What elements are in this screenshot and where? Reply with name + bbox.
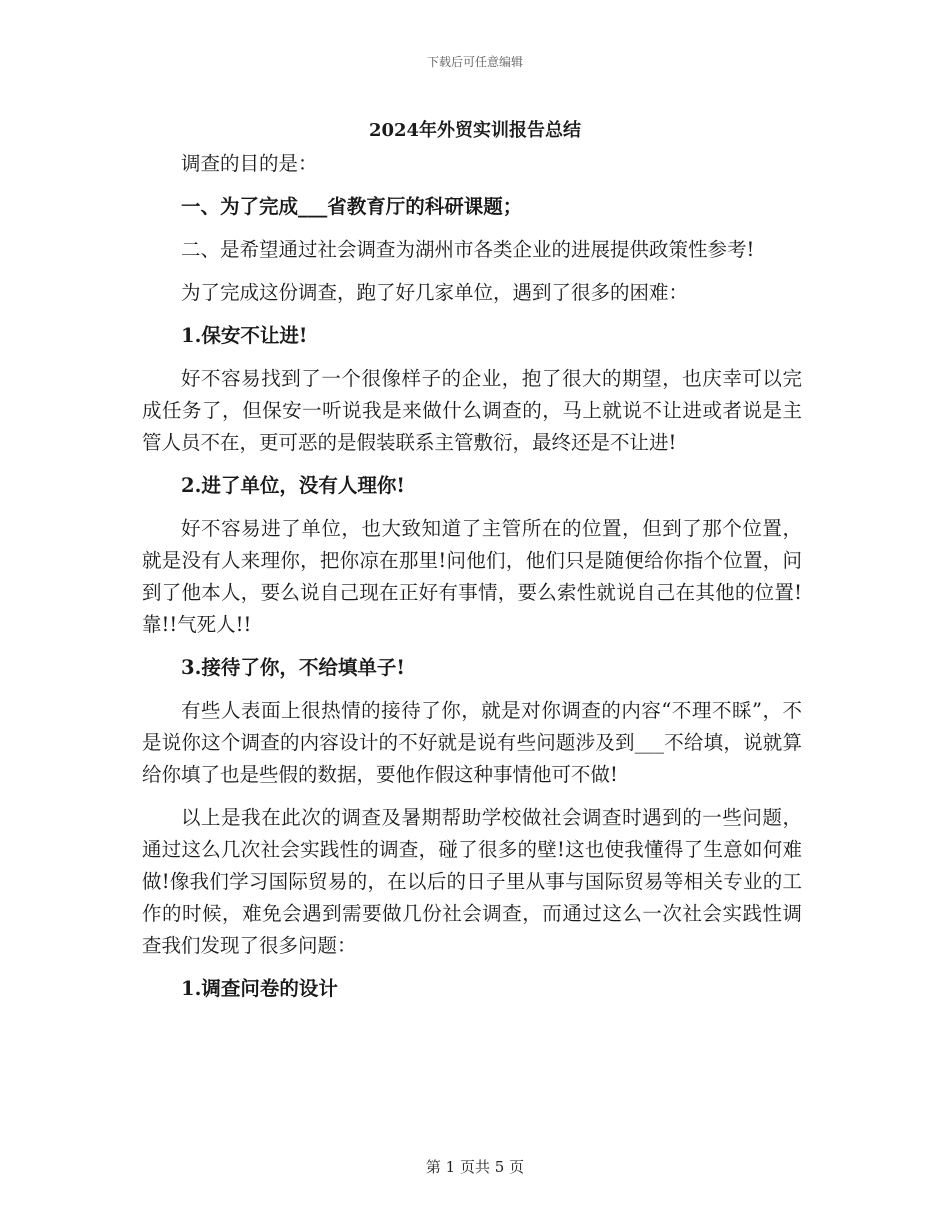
document-body [142, 148, 802, 1016]
paragraph: 调查的目的是： [181, 152, 318, 175]
paragraph: 好不容易找到了一个很像样子的企业，抱了很大的期望，也庆幸可以完成任务了，但保安一听说我是来做什么调查的，马上就说不让进或者说是主管人员不在，更可恶的是假装联系主管敷衍，最终还是不让进! [142, 367, 802, 454]
document-title: 2024年外贸实训报告总结 [368, 120, 582, 141]
paragraph-heading: 2.进了单位，没有人理你! [181, 474, 405, 497]
page-footer: 第 1 页共 5 页 [425, 1158, 525, 1176]
paragraph-heading: 一、为了完成___省教育厅的科研课题； [181, 195, 523, 218]
paragraph: 为了完成这份调查，跑了好几家单位，遇到了很多的困难： [181, 281, 689, 304]
paragraph-heading: 3.接待了你，不给填单子! [181, 656, 405, 679]
paragraph: 好不容易进了单位，也大致知道了主管所在的位置，但到了那个位置，就是没有人来理你，把你凉在那里!问他们，他们只是随便给你指个位置，问到了他本人，要么说自己现在正好有事情，要么索性就说自己在其他的位置!靠!!气死人!! [142, 517, 802, 636]
paragraph: 二、是希望通过社会调查为湖州市各类企业的进展提供政策性参考! [181, 238, 755, 261]
header-note: 下载后可任意编辑 [426, 55, 523, 69]
paragraph-heading: 1.调查问卷的设计 [181, 977, 338, 1000]
paragraph-heading: 1.保安不让进! [181, 324, 308, 347]
paragraph: 有些人表面上很热情的接待了你，就是对你调查的内容“不理不睬”，不是说你这个调查的内容设计的不好就是说有些问题涉及到___不给填，说就算给你填了也是些假的数据，要他作假这种事情他可不做! [142, 699, 802, 786]
paragraph: 以上是我在此次的调查及暑期帮助学校做社会调查时遇到的一些问题，通过这么几次社会实践性的调查，碰了很多的壁!这也使我懂得了生意如何难做!像我们学习国际贸易的，在以后的日子里从事与国际贸易等相关专业的工作的时候，难免会遇到需要做几份社会调查，而通过这么一次社会实践性调查我们发现了很多问题： [142, 806, 802, 957]
